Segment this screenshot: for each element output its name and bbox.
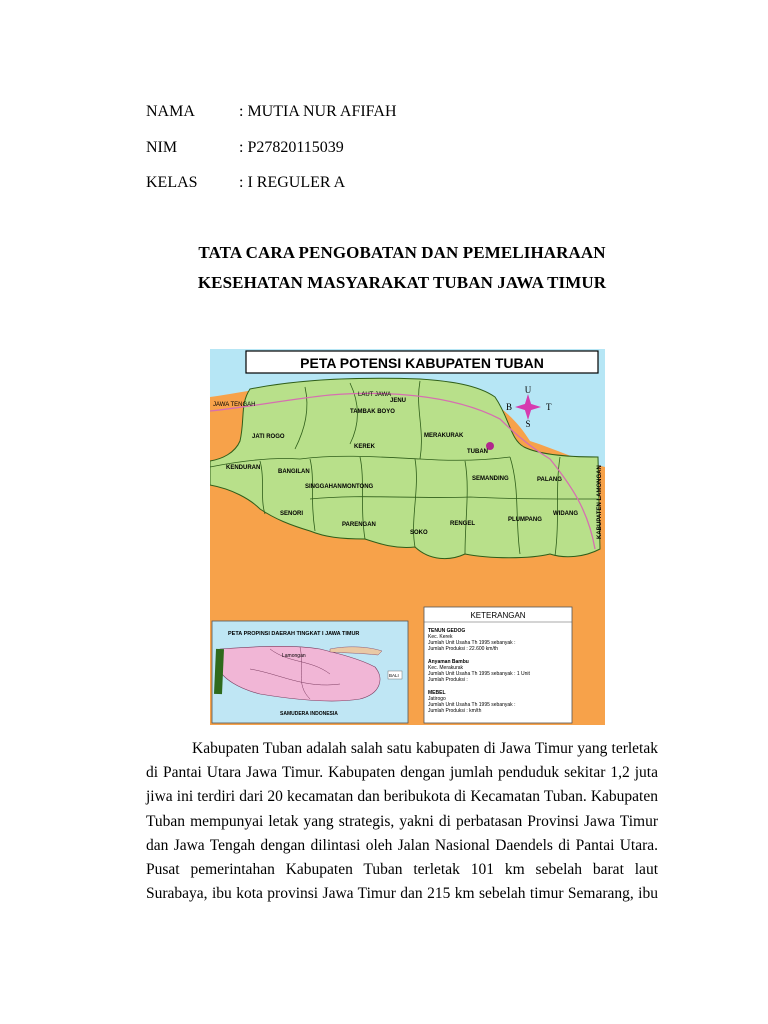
svg-text:U: U bbox=[524, 385, 532, 395]
district-label: TUBAN bbox=[467, 449, 488, 455]
svg-text:Kec. Kerek: Kec. Kerek bbox=[428, 634, 453, 640]
legend-box bbox=[424, 607, 572, 723]
svg-text:B: B bbox=[506, 402, 513, 412]
name-value: : MUTIA NUR AFIFAH bbox=[239, 103, 397, 120]
paragraph-line: Pusat pemerintahan Kabupaten Tuban terletak 101 km sebelah barat laut bbox=[146, 860, 658, 878]
district-label: KEREK bbox=[354, 444, 376, 450]
inset-map bbox=[212, 621, 408, 723]
district-label: WIDANG bbox=[553, 511, 578, 517]
nim-label: NIM bbox=[146, 139, 178, 156]
district-label: KENDURAN bbox=[226, 465, 261, 471]
legend-item-head: TENUN GEDOG bbox=[428, 628, 466, 634]
district-label: MERAKURAK bbox=[424, 433, 464, 439]
kelas-value: : I REGULER A bbox=[239, 174, 346, 191]
svg-text:Kec. Merakurak: Kec. Merakurak bbox=[428, 665, 464, 671]
svg-text:Jatirogo: Jatirogo bbox=[428, 696, 446, 702]
paragraph-line: Kabupaten Tuban adalah salah satu kabupaten di Jawa Timur yang terletak bbox=[192, 740, 658, 757]
svg-text:Jumlah Unit Usaha Th 1995 seb: Jumlah Unit Usaha Th 1995 sebanyak : 1 Unit bbox=[428, 671, 530, 677]
district-label: SENORI bbox=[280, 511, 304, 517]
sea-label: LAUT JAWA bbox=[358, 392, 392, 398]
svg-text:Jumlah Produksi : 22.600 km/: Jumlah Produksi : 22.600 km/th bbox=[428, 646, 499, 652]
inset-label: BALI bbox=[389, 673, 399, 678]
west-label: JAWA TENGAH bbox=[213, 402, 256, 408]
district-label: SEMANDING bbox=[472, 476, 509, 482]
svg-text:T: T bbox=[546, 402, 552, 412]
legend-title: KETERANGAN bbox=[470, 611, 526, 620]
district-label: PALANG bbox=[537, 477, 562, 483]
svg-text:Jumlah Unit Usaha Th 1995 se: Jumlah Unit Usaha Th 1995 sebanyak : bbox=[428, 640, 516, 646]
paragraph-line: jiwa ini terdiri dari 20 kecamatan dan beribukota di Kecamatan Tuban. Kabupaten bbox=[146, 788, 658, 806]
map-figure bbox=[210, 349, 605, 725]
district-label: PLUMPANG bbox=[508, 517, 542, 523]
paragraph-line: di Pantai Utara Jawa Timur. Kabupaten dengan jumlah penduduk sekitar 1,2 juta bbox=[146, 764, 658, 782]
district-label: MONTONG bbox=[342, 484, 374, 490]
inset-label: Lamongan bbox=[282, 653, 306, 659]
district-label: SOKO bbox=[410, 530, 428, 536]
district-label: TAMBAK BOYO bbox=[350, 409, 395, 415]
paragraph-line: dan Jawa Tengah dengan dilintasi oleh Jalan Nasional Daendels di Pantai Utara. bbox=[146, 836, 658, 854]
nim-value: : P27820115039 bbox=[239, 139, 344, 156]
district-label: SINGGAHAN bbox=[305, 484, 342, 490]
inset-title: PETA PROPINSI DAERAH TINGKAT I JAWA TIMUR bbox=[228, 631, 360, 637]
map-heading: PETA POTENSI KABUPATEN TUBAN bbox=[300, 355, 544, 371]
district-label: JATI ROGO bbox=[252, 434, 285, 440]
paragraph-line: Surabaya, ibu kota provinsi Jawa Timur dan 215 km sebelah timur Semarang, ibu bbox=[146, 885, 658, 903]
svg-text:Jumlah Unit Usaha Th 1995 se: Jumlah Unit Usaha Th 1995 sebanyak : bbox=[428, 702, 516, 708]
svg-text:Jumlah Produksi : km: Jumlah Produksi : km/th bbox=[428, 708, 482, 714]
district-label: RENGEL bbox=[450, 521, 476, 527]
svg-text:S: S bbox=[525, 419, 531, 429]
legend-item-head: MEBEL bbox=[428, 690, 446, 696]
east-label: KABUPATEN LAMONGAN bbox=[597, 465, 603, 539]
legend-item-head: Anyaman Bambu bbox=[428, 659, 469, 665]
svg-text:Jumlah Produksi :: Jumlah Produksi : bbox=[428, 677, 468, 683]
inset-label: SAMUDERA INDONESIA bbox=[280, 711, 338, 717]
title-line-2: KESEHATAN MASYARAKAT TUBAN JAWA TIMUR bbox=[197, 273, 607, 292]
district-label: PARENGAN bbox=[342, 522, 376, 528]
district-label: BANGILAN bbox=[278, 469, 310, 475]
body-paragraph bbox=[146, 737, 658, 906]
paragraph-line: Tuban mempunyai letak yang strategis, yakni di perbatasan Provinsi Jawa Timur bbox=[146, 812, 658, 830]
title-line-1: TATA CARA PENGOBATAN DAN PEMELIHARAAN bbox=[198, 243, 606, 262]
name-label: NAMA bbox=[146, 103, 195, 120]
kelas-label: KELAS bbox=[146, 174, 198, 191]
district-label: JENU bbox=[390, 398, 407, 404]
